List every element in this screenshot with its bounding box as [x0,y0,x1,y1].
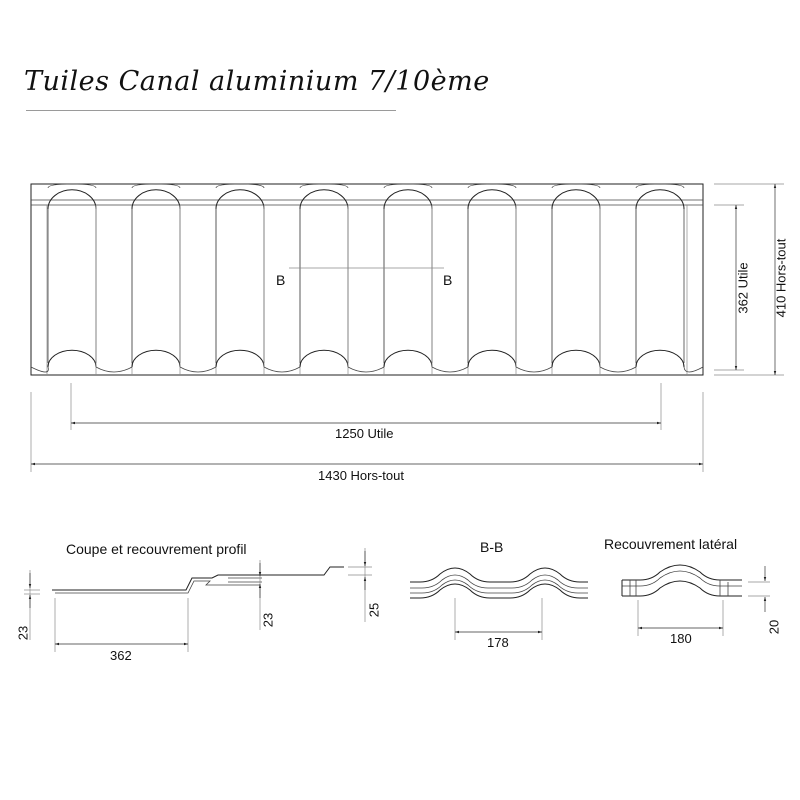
plan-view [31,184,703,375]
plan-wave-bottom-arc [48,350,96,367]
dim-label-profile-pitch: 362 [110,648,132,663]
plan-wave-bottom-arc [384,350,432,367]
dim-label-overall-width: 1430 Hors-tout [318,468,404,483]
plan-wave-top-arc [384,190,432,209]
lateral-overlap [622,565,770,636]
plan-trough-bottom [600,367,636,372]
dim-label-usable-width: 1250 Utile [335,426,394,441]
profile-outline-inner [55,581,260,593]
lateral-profile-bottom [622,581,742,596]
bb-profile-bottom [410,584,588,598]
plan-wave-top-arc [216,190,264,209]
dim-label-overall-height: 410 Hors-tout [773,238,789,318]
dim-label-profile-step-left: 23 [15,625,31,641]
section-bb-title: B-B [480,539,504,555]
plan-trough-bottom [96,367,132,372]
profile-section [24,548,372,652]
plan-wave-bottom-arc [552,350,600,367]
plan-wave-top-cap [216,184,264,188]
plan-wave-top-cap [48,184,96,188]
lateral-profile-top [622,565,742,580]
plan-wave-top-cap [132,184,180,188]
plan-wave-top-arc [132,190,180,209]
plan-wave-bottom-arc [468,350,516,367]
dim-label-wave-pitch: 178 [487,635,509,650]
plan-trough-bottom [264,367,300,372]
bb-profile-top [410,568,588,582]
profile-section-title: Coupe et recouvrement profil [66,541,247,557]
drawing-title: Tuiles Canal aluminium 7/10ème [24,66,490,97]
plan-trough-bottom [31,367,48,372]
plan-trough-bottom [348,367,384,372]
plan-wave-top-arc [552,190,600,209]
plan-trough-bottom [180,367,216,372]
plan-wave-top-cap [384,184,432,188]
plan-wave-top-arc [468,190,516,209]
plan-wave-bottom-arc [636,350,684,367]
dim-label-usable-height: 362 Utile [735,262,751,314]
plan-wave-top-cap [552,184,600,188]
plan-wave-top-arc [636,190,684,209]
lateral-overlap-title: Recouvrement latéral [604,536,738,552]
plan-wave-top-cap [468,184,516,188]
profile-outline [52,567,344,590]
dim-label-lateral-height: 20 [766,619,782,635]
plan-wave-top-arc [300,190,348,209]
plan-wave-bottom-arc [300,350,348,367]
plan-dimensions [31,184,784,472]
plan-wave-top-cap [636,184,684,188]
plan-wave-bottom-arc [132,350,180,367]
dim-label-profile-step-right: 25 [366,602,382,618]
plan-trough-bottom [432,367,468,372]
plan-trough-bottom [516,367,552,372]
section-marker-left: B [276,272,286,288]
plan-wave-bottom-arc [216,350,264,367]
section-marker-right: B [443,272,453,288]
plan-wave-top-arc [48,190,96,209]
dim-label-profile-step-mid: 23 [260,612,276,628]
plan-wave-top-cap [300,184,348,188]
plan-waves [31,184,703,375]
title-underline [26,110,396,111]
dim-label-lateral-width: 180 [670,631,692,646]
section-bb [410,568,588,640]
